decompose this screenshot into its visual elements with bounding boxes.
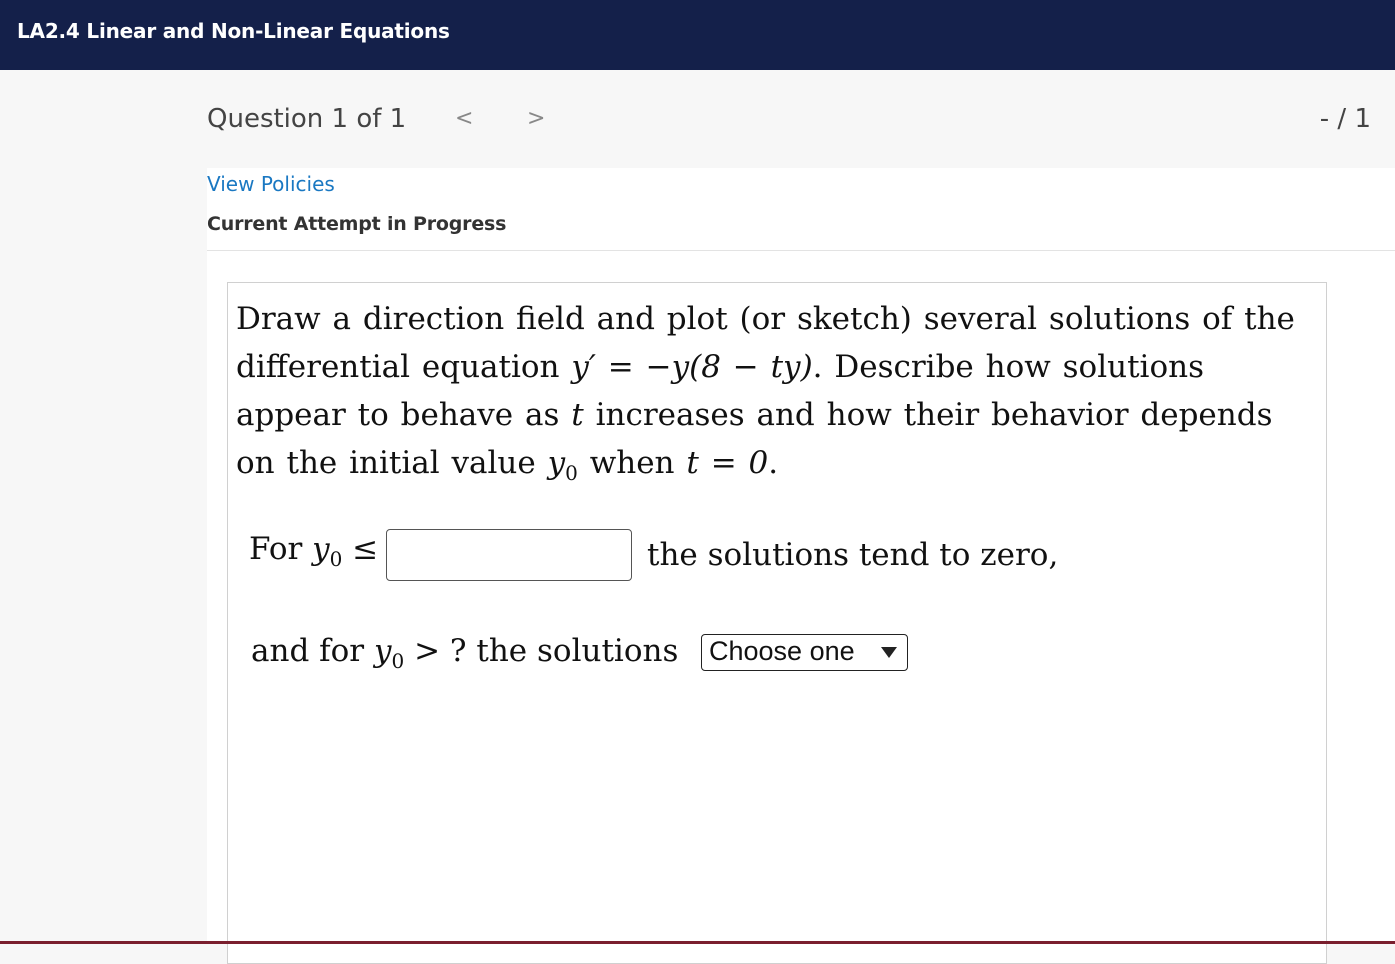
question-condition: t = 0 bbox=[686, 445, 769, 481]
chevron-right-icon[interactable]: > bbox=[527, 106, 546, 131]
row2-var-y: y bbox=[373, 633, 392, 669]
question-sub-0: 0 bbox=[565, 461, 578, 486]
attempt-status: Current Attempt in Progress bbox=[207, 213, 507, 235]
question-equation: y′ = −y(8 − ty) bbox=[571, 349, 813, 385]
top-bar bbox=[0, 0, 1395, 70]
for-label: For bbox=[249, 531, 313, 567]
select-label: Choose one bbox=[709, 636, 855, 666]
question-text-part2: . Describe how solutions appear to behave as bbox=[236, 349, 1205, 433]
question-text-part3: increases and how their behavior depends on the initial value bbox=[236, 397, 1273, 481]
row1-sub-0: 0 bbox=[329, 547, 343, 572]
answer-row1-prefix bbox=[249, 531, 378, 571]
question-text-part5: . bbox=[768, 445, 779, 481]
divider bbox=[207, 250, 1395, 251]
assignment-title: LA2.4 Linear and Non-Linear Equations bbox=[17, 19, 450, 43]
question-text-part4: when bbox=[577, 445, 687, 481]
question-var-t: t bbox=[571, 397, 584, 433]
answer-row1-suffix: the solutions tend to zero, bbox=[647, 537, 1059, 573]
behavior-select[interactable] bbox=[701, 634, 908, 671]
question-var-y: y bbox=[547, 445, 566, 481]
row2-relation: > ? the solutions bbox=[404, 633, 679, 669]
score-display: - / 1 bbox=[1319, 104, 1371, 134]
view-policies-link[interactable]: View Policies bbox=[207, 172, 335, 196]
question-text bbox=[236, 295, 1316, 497]
chevron-down-icon bbox=[881, 647, 897, 658]
row1-relation: ≤ bbox=[342, 531, 379, 567]
row2-prefix: and for bbox=[251, 633, 374, 669]
question-text-part1: Draw a direction field and plot (or sketch) several solutions of the differential equation bbox=[236, 301, 1295, 385]
content-area bbox=[207, 168, 1395, 944]
question-box bbox=[227, 282, 1327, 964]
y0-threshold-input[interactable] bbox=[386, 529, 632, 581]
question-count: Question 1 of 1 bbox=[207, 104, 407, 134]
answer-row2-text bbox=[251, 633, 678, 673]
row2-sub-0: 0 bbox=[391, 649, 405, 674]
row1-var-y: y bbox=[312, 531, 330, 567]
question-header bbox=[0, 70, 1395, 168]
chevron-left-icon[interactable]: < bbox=[455, 106, 474, 131]
